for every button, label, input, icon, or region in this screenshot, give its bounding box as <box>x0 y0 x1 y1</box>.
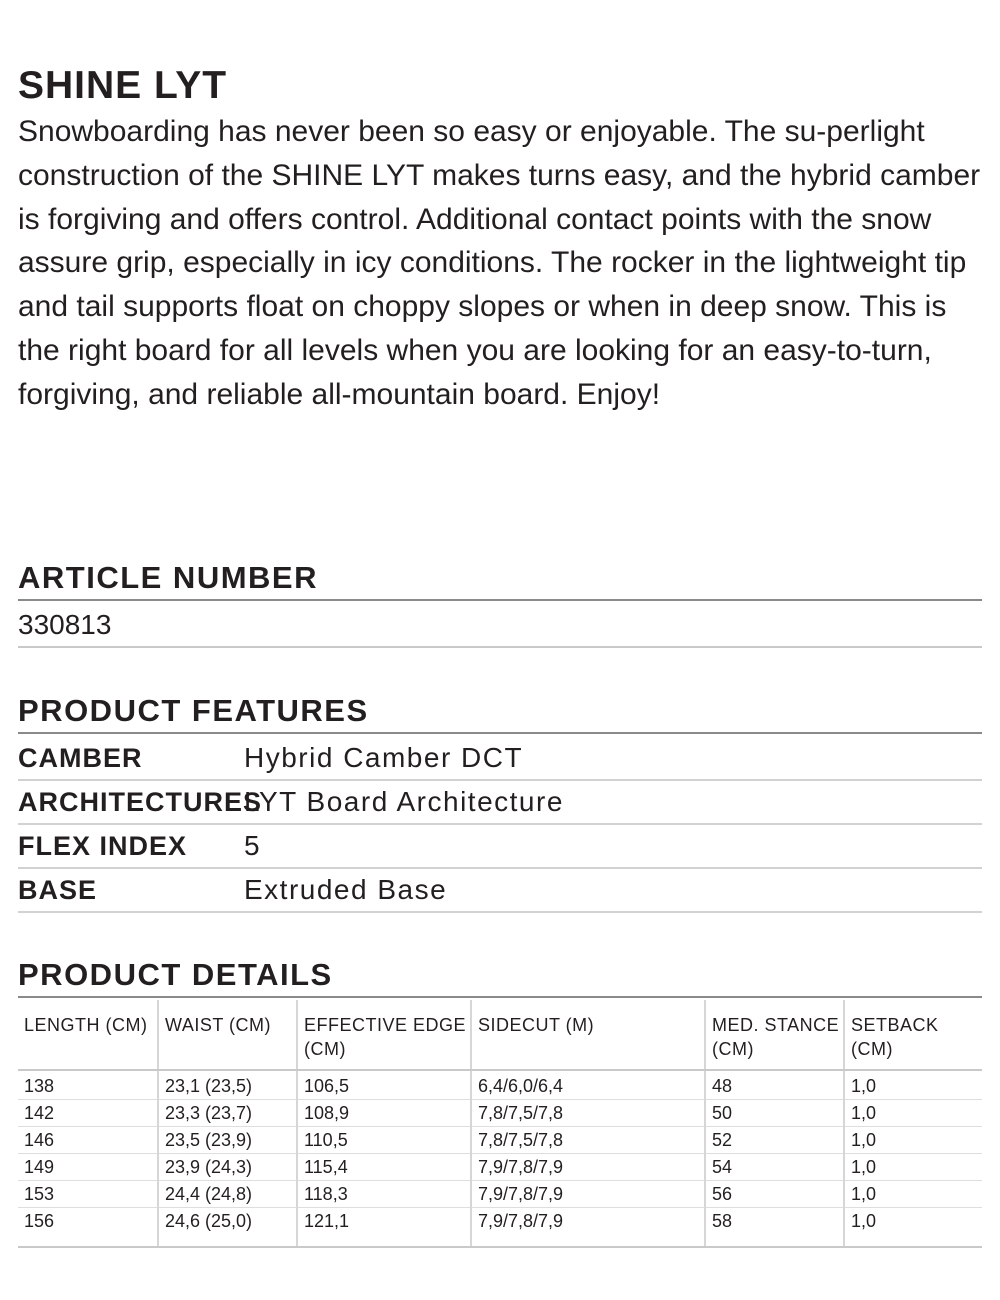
product-features-heading: PRODUCT FEATURES <box>18 691 982 734</box>
table-row <box>18 1208 982 1248</box>
table-cell: 1,0 <box>844 1100 982 1127</box>
product-description: Snowboarding has never been so easy or enjoyable. The su-perlight construction of the SHINE LYT makes turns easy, and the hybrid camber is forgiving and offers control. Additional contact points with the snow assure grip, especially in icy conditions. The rocker in the lightweight tip and tail supports float on choppy slopes or when in deep snow. This is the right board for all levels when you are looking for an easy-to-turn, forgiving, and reliable all-mountain board. Enjoy! <box>18 115 981 411</box>
table-cell: 54 <box>705 1154 844 1181</box>
feature-value: 5 <box>244 830 262 861</box>
table-cell: 1,0 <box>844 1154 982 1181</box>
feature-label: FLEX INDEX <box>18 830 188 861</box>
feature-label: CAMBER <box>18 742 143 773</box>
feature-label: BASE <box>18 874 98 905</box>
feature-label: ARCHITECTURES <box>18 786 263 817</box>
product-details-heading: PRODUCT DETAILS <box>18 955 982 998</box>
table-cell: 24,6 (25,0) <box>158 1208 297 1248</box>
table-cell: 7,9/7,8/7,9 <box>471 1181 705 1208</box>
table-row <box>18 1181 982 1208</box>
table-cell: 7,9/7,8/7,9 <box>471 1154 705 1181</box>
table-cell: 106,5 <box>297 1070 471 1100</box>
table-header-row <box>18 1000 982 1070</box>
feature-value: Hybrid Camber DCT <box>244 742 524 773</box>
table-cell: 1,0 <box>844 1127 982 1154</box>
table-cell: 110,5 <box>297 1127 471 1154</box>
column-header-sidecut: SIDECUT (M) <box>471 1000 705 1070</box>
table-cell: 1,0 <box>844 1070 982 1100</box>
table-cell: 108,9 <box>297 1100 471 1127</box>
column-header-med-stance: MED. STANCE (CM) <box>705 1000 844 1070</box>
article-number-value: 330813 <box>18 604 982 648</box>
column-header-waist: WAIST (CM) <box>158 1000 297 1070</box>
table-cell: 138 <box>18 1070 158 1100</box>
table-cell: 7,9/7,8/7,9 <box>471 1208 705 1248</box>
column-header-setback: SETBACK (CM) <box>844 1000 982 1070</box>
table-cell: 23,3 (23,7) <box>158 1100 297 1127</box>
table-cell: 1,0 <box>844 1208 982 1248</box>
feature-row-flex-index <box>18 825 982 869</box>
table-cell: 153 <box>18 1181 158 1208</box>
table-row <box>18 1100 982 1127</box>
feature-value: LYT Board Architecture <box>244 786 564 817</box>
table-cell: 121,1 <box>297 1208 471 1248</box>
table-cell: 1,0 <box>844 1181 982 1208</box>
feature-row-camber <box>18 737 982 781</box>
table-row <box>18 1127 982 1154</box>
table-cell: 118,3 <box>297 1181 471 1208</box>
feature-row-architectures <box>18 781 982 825</box>
table-cell: 146 <box>18 1127 158 1154</box>
table-cell: 6,4/6,0/6,4 <box>471 1070 705 1100</box>
table-cell: 23,9 (24,3) <box>158 1154 297 1181</box>
table-cell: 115,4 <box>297 1154 471 1181</box>
table-cell: 149 <box>18 1154 158 1181</box>
feature-row-base <box>18 869 982 913</box>
product-features-list <box>18 737 982 913</box>
table-cell: 142 <box>18 1100 158 1127</box>
column-header-length: LENGTH (CM) <box>18 1000 158 1070</box>
table-row <box>18 1154 982 1181</box>
table-cell: 56 <box>705 1181 844 1208</box>
table-cell: 7,8/7,5/7,8 <box>471 1127 705 1154</box>
product-details-table <box>18 1000 982 1248</box>
table-cell: 58 <box>705 1208 844 1248</box>
product-title: SHINE LYT <box>18 64 228 107</box>
table-cell: 156 <box>18 1208 158 1248</box>
table-cell: 7,8/7,5/7,8 <box>471 1100 705 1127</box>
table-cell: 48 <box>705 1070 844 1100</box>
table-cell: 52 <box>705 1127 844 1154</box>
article-number-heading: ARTICLE NUMBER <box>18 558 982 601</box>
table-cell: 50 <box>705 1100 844 1127</box>
table-row <box>18 1070 982 1100</box>
feature-value: Extruded Base <box>244 874 448 905</box>
table-cell: 24,4 (24,8) <box>158 1181 297 1208</box>
table-cell: 23,1 (23,5) <box>158 1070 297 1100</box>
column-header-effective-edge: EFFECTIVE EDGE (CM) <box>297 1000 471 1070</box>
table-cell: 23,5 (23,9) <box>158 1127 297 1154</box>
